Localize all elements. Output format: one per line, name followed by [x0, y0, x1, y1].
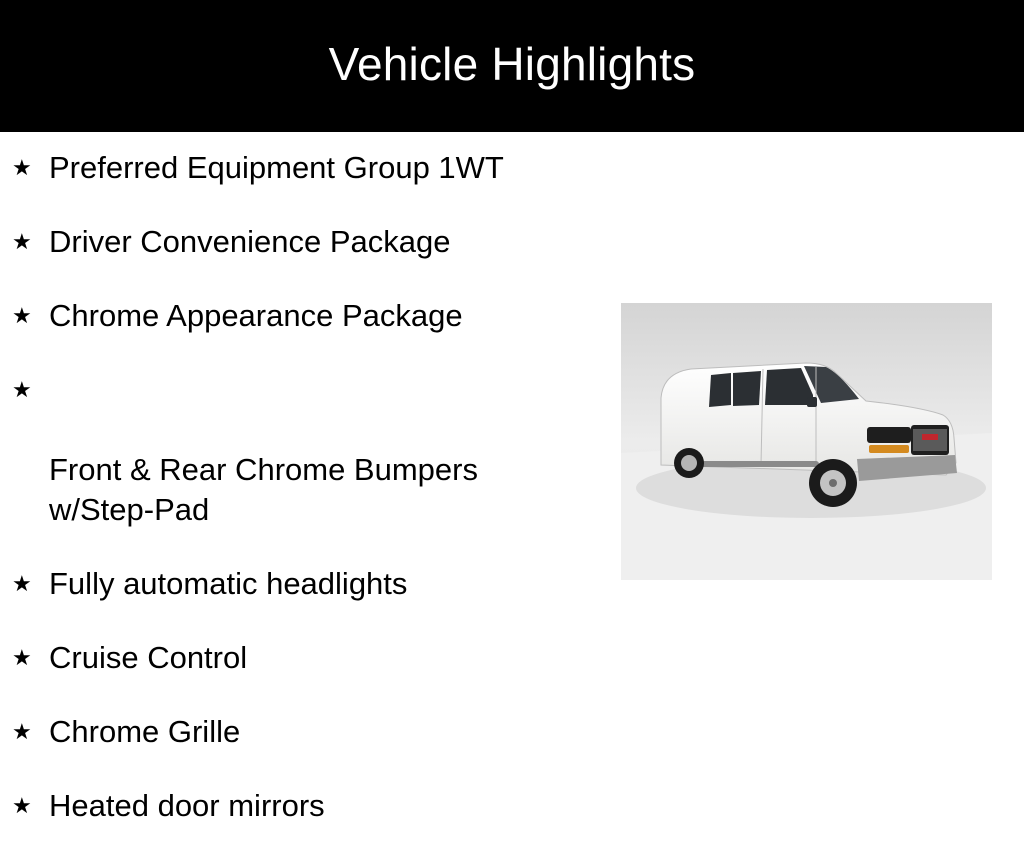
star-icon: ★ [12, 377, 32, 402]
star-icon: ★ [12, 793, 32, 818]
highlight-label: Cruise Control [49, 640, 248, 675]
vehicle-photo [621, 303, 992, 580]
highlight-label: Driver Convenience Package [49, 224, 451, 259]
list-item [0, 148, 600, 188]
highlights-list [0, 148, 600, 860]
van-illustration [621, 303, 992, 580]
list-item [0, 712, 600, 752]
highlight-label: Chrome Grille [49, 714, 241, 749]
star-icon: ★ [12, 571, 32, 596]
list-item [0, 370, 600, 530]
highlight-label: Heated door mirrors [49, 788, 325, 823]
page-title: Vehicle Highlights [328, 38, 696, 90]
list-item [0, 296, 600, 336]
list-item [0, 638, 600, 678]
highlight-label: Front & Rear Chrome Bumpers w/Step-Pad [49, 452, 478, 527]
star-icon: ★ [12, 229, 32, 254]
list-item [0, 786, 600, 826]
highlight-label: Fully automatic headlights [49, 566, 408, 601]
star-icon: ★ [12, 303, 32, 328]
gmc-badge [922, 434, 938, 440]
title-bar [0, 0, 1024, 132]
list-item [0, 222, 600, 262]
highlight-label: Preferred Equipment Group 1WT [49, 150, 504, 185]
highlight-label: Chrome Appearance Package [49, 298, 463, 333]
star-icon: ★ [12, 645, 32, 670]
list-item [0, 564, 600, 604]
star-icon: ★ [12, 719, 32, 744]
star-icon: ★ [12, 155, 32, 180]
